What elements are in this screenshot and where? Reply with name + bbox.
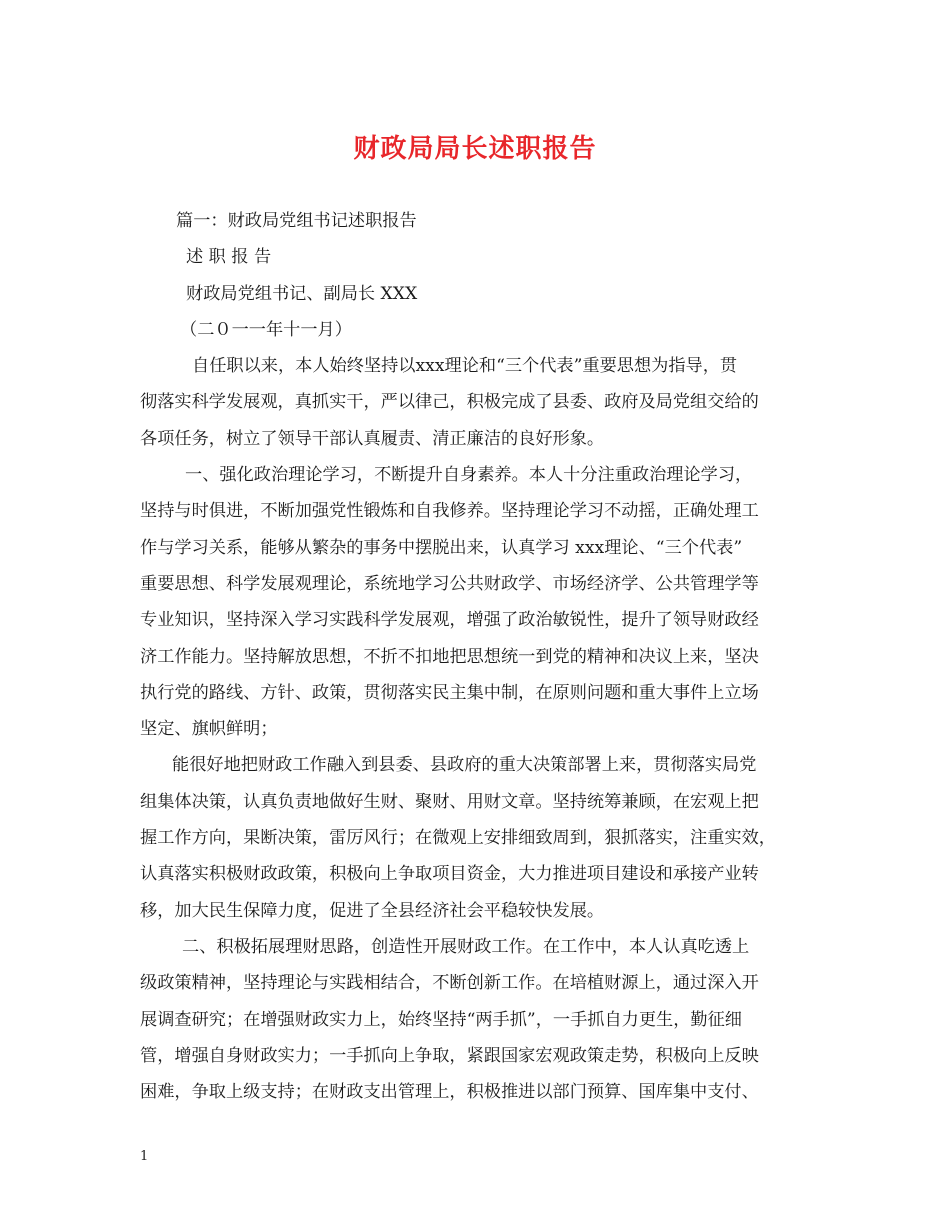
page-number: 1 [140, 1149, 149, 1164]
text-line: 专业知识，坚持深入学习实践科学发展观，增强了政治敏锐性，提升了领导财政经 [140, 610, 759, 631]
text-line: 展调查研究；在增强财政实力上，始终坚持“两手抓”，一手抓自力更生，勤征细 [140, 1009, 742, 1030]
text-line: 作与学习关系，能够从繁杂的事务中摆脱出来，认真学习 xxx理论、“三个代表” [140, 537, 743, 558]
section-heading: 篇一：财政局党组书记述职报告 [176, 211, 417, 231]
text-line: 执行党的路线、方针、政策，贯彻落实民主集中制，在原则问题和重大事件上立场 [140, 682, 759, 703]
text-line: 重要思想、科学发展观理论，系统地学习公共财政学、市场经济学、公共管理学等 [140, 573, 759, 594]
text-line: 管，增强自身财政实力；一手抓向上争取，紧跟国家宏观政策走势，积极向上反映 [140, 1045, 759, 1066]
document-body [140, 203, 820, 1110]
text-line: 坚定、旗帜鲜明； [140, 719, 278, 740]
text-line: 一、强化政治理论学习，不断提升自身素养。本人十分注重政治理论学习， [185, 465, 753, 486]
text-line: 组集体决策，认真负责地做好生财、聚财、用财文章。坚持统筹兼顾，在宏观上把 [140, 791, 759, 812]
author-line: 财政局党组书记、副局长 XXX [186, 283, 418, 304]
text-line: 认真落实积极财政政策，积极向上争取项目资金，大力推进项目建设和承接产业转 [140, 864, 759, 885]
text-line: 济工作能力。坚持解放思想，不折不扣地把思想统一到党的精神和决议上来，坚决 [140, 646, 759, 667]
text-line: 自任职以来，本人始终坚持以xxx理论和“三个代表”重要思想为指导，贯 [192, 356, 738, 377]
text-line: 级政策精神，坚持理论与实践相结合，不断创新工作。在培植财源上，通过深入开 [140, 973, 759, 994]
text-line: 二、积极拓展理财思路，创造性开展财政工作。在工作中，本人认真吃透上 [182, 936, 750, 957]
text-line: 能很好地把财政工作融入到县委、县政府的重大决策部署上来，贯彻落实局党 [172, 755, 757, 776]
document-title: 财政局局长述职报告 [353, 134, 597, 164]
text-line: 各项任务，树立了领导干部认真履责、清正廉洁的良好形象。 [140, 428, 605, 449]
text-line: 移，加大民生保障力度，促进了全县经济社会平稳较快发展。 [140, 900, 605, 921]
text-line: 坚持与时俱进，不断加强党性锻炼和自我修养。坚持理论学习不动摇，正确处理工 [140, 501, 759, 522]
text-line: 困难，争取上级支持；在财政支出管理上，积极推进以部门预算、国库集中支付、 [140, 1082, 759, 1103]
text-line: 握工作方向，果断决策，雷厉风行；在微观上安排细致周到，狠抓落实，注重实效， [140, 828, 776, 849]
report-heading: 述 职 报 告 [186, 247, 272, 268]
text-line: 彻落实科学发展观，真抓实干，严以律己，积极完成了县委、政府及局党组交给的 [140, 392, 759, 413]
date-line: （二０一一年十一月） [180, 319, 352, 340]
